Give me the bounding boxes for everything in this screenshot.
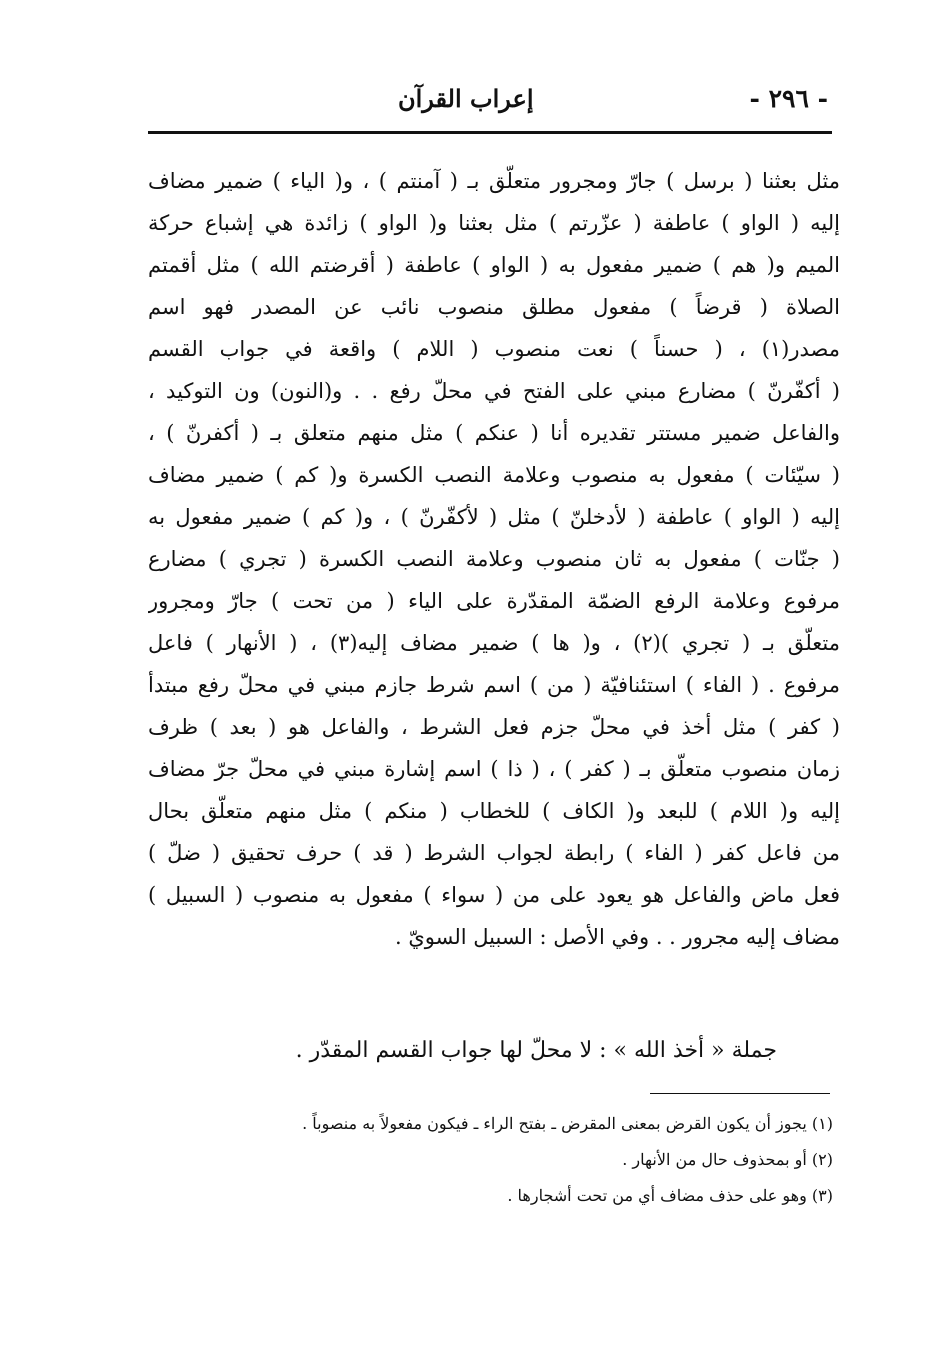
text-line: إليه ( الواو ) عاطفة ( عزّرتم ) مثل بعثنا و( الواو ) زائدة هي إشباع حركة [148,211,840,235]
text-line: ( سيّئات ) مفعول به منصوب وعلامة النصب الكسرة و( كم ) ضمير مضاف [148,463,840,487]
page-header [148,84,828,124]
running-title: إعراب القرآن [398,84,534,113]
text-line: ( جنّات ) مفعول به ثان منصوب وعلامة النصب الكسرة ( تجري ) مضارع [148,547,840,571]
text-line: مرفوع وعلامة الرفع الضمّة المقدّرة على الياء ( من تحت ) جارّ ومجرور [148,589,840,613]
text-line: إليه ( الواو ) عاطفة ( لأدخلنّ ) مثل ( لأكفّرنّ ) ، و( كم ) ضمير مفعول به [148,505,840,529]
text-line: الميم و( هم ) ضمير مفعول به ( الواو ) عاطفة ( أقرضتم الله ) مثل أقمتم [148,253,840,277]
page-number: - ٢٩٦ - [749,84,828,113]
footnotes [273,1106,833,1214]
text-line: والفاعل ضمير مستتر تقديره أنا ( عنكم ) مثل منهم متعلق بـ ( أكفرنّ ) ، [148,421,840,445]
footnote-1: (١) يجوز أن يكون القرض بمعنى المقرض ـ بفتح الراء ـ فيكون مفعولاً به منصوباً . [302,1114,833,1133]
text-line: إليه و( اللام ) للبعد و( الكاف ) للخطاب ( منكم ) مثل منهم متعلّق بحال [148,799,840,823]
footnote-2: (٢) أو بمحذوف حال من الأنهار . [622,1150,833,1169]
text-line: مرفوع . ( الفاء ) استئنافيّة ( من ) اسم شرط جازم مبني في محلّ رفع مبتدأ [148,673,840,697]
header-rule [148,131,832,134]
text-line-last: مضاف إليه مجرور . . وفي الأصل : السبيل السويّ . [394,925,840,949]
text-line: مثل بعثنا ( برسل ) جارّ ومجرور متعلّق بـ ( آمنتم ) ، و( الياء ) ضمير مضاف [148,169,840,193]
text-line: الصلاة ( قرضاً ) مفعول مطلق منصوب نائب عن المصدر فهو اسم [148,295,840,319]
text-line: مصدر(١) ، ( حسناً ) نعت منصوب ( اللام ) واقعة في جواب القسم [148,337,840,361]
footnote-rule [650,1093,830,1094]
sentence-note: جملة « أخذ الله » : لا محلّ لها جواب القسم المقدّر . [295,1038,777,1063]
text-line: فعل ماض والفاعل هو يعود على من ( سواء ) مفعول به منصوب ( السبيل ) [148,883,840,907]
footnote-3: (٣) وهو على حذف مضاف أي من تحت أشجارها . [507,1186,833,1205]
text-line: ( أكفّرنّ ) مضارع مبني على الفتح في محلّ رفع . . و(النون) ون التوكيد ، [148,379,840,403]
text-line: ( كفر ) مثل أخذ في محلّ جزم فعل الشرط ، والفاعل هو ( بعد ) ظرف [148,715,840,739]
text-line: من فاعل كفر ( الفاء ) رابطة لجواب الشرط ( قد ) حرف تحقيق ( ضلّ ) [148,841,840,865]
body-text [148,160,840,958]
text-line: متعلّق بـ ( تجري )(٢) ، و( ها ) ضمير مضاف إليه(٣) ، ( الأنهار ) فاعل [148,631,840,655]
text-line: زمان منصوب متعلّق بـ ( كفر ) ، ( ذا ) اسم إشارة مبني في محلّ جرّ مضاف [148,757,840,781]
